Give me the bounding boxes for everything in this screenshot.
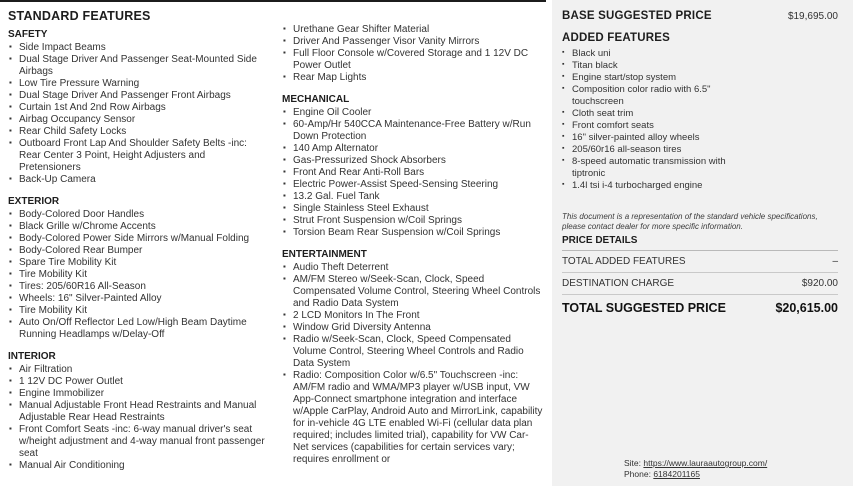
feature-item: ▪ Urethane Gear Shifter Material bbox=[282, 24, 544, 36]
added-feature-item: ▪ 8-speed automatic transmission with tiptronic bbox=[562, 156, 758, 180]
feature-item: ▪ Spare Tire Mobility Kit bbox=[8, 257, 268, 269]
price-row bbox=[562, 273, 838, 295]
added-feature-item: ▪ Cloth seat trim bbox=[562, 108, 758, 120]
feature-item: ▪ Body-Colored Power Side Mirrors w/Manual Folding bbox=[8, 233, 268, 245]
feature-item: ▪ Manual Adjustable Front Head Restraints and Manual Adjustable Rear Head Restraints bbox=[8, 400, 268, 424]
added-feature-item: ▪ 205/60r16 all-season tires bbox=[562, 144, 758, 156]
total-price-label: TOTAL SUGGESTED PRICE bbox=[562, 301, 726, 315]
phone-row bbox=[624, 469, 767, 480]
base-price-label: BASE SUGGESTED PRICE bbox=[562, 10, 712, 22]
base-price-row bbox=[562, 10, 838, 23]
feature-item: ▪ 60-Amp/Hr 540CCA Maintenance-Free Battery w/Run Down Protection bbox=[282, 119, 544, 143]
feature-item: ▪ Torsion Beam Rear Suspension w/Coil Springs bbox=[282, 227, 544, 239]
feature-section bbox=[8, 29, 268, 186]
page-title: STANDARD FEATURES bbox=[8, 9, 151, 23]
feature-item: ▪ 140 Amp Alternator bbox=[282, 143, 544, 155]
feature-item: ▪ Rear Map Lights bbox=[282, 72, 544, 84]
feature-section bbox=[282, 94, 544, 239]
added-features-list bbox=[562, 48, 758, 192]
feature-item: ▪ Front And Rear Anti-Roll Bars bbox=[282, 167, 544, 179]
feature-item: ▪ Outboard Front Lap And Shoulder Safety Belts -inc: Rear Center 3 Point, Height Adjusters and Pretensioners bbox=[8, 138, 268, 174]
feature-item: ▪ 2 LCD Monitors In The Front bbox=[282, 310, 544, 322]
feature-item: ▪ Body-Colored Rear Bumper bbox=[8, 245, 268, 257]
feature-item: ▪ 13.2 Gal. Fuel Tank bbox=[282, 191, 544, 203]
base-price-value: $19,695.00 bbox=[787, 11, 838, 22]
feature-item: ▪ Curtain 1st And 2nd Row Airbags bbox=[8, 102, 268, 114]
feature-item: ▪ 1 12V DC Power Outlet bbox=[8, 376, 268, 388]
feature-item: ▪ Radio: Composition Color w/6.5" Touchscreen -inc: AM/FM radio and WMA/MP3 player w/USB input, VW App-Connect smartphone integration and interface w/Apple CarPlay, Android Auto and MirrorLink, capability for in-vehicle 4G LTE enabled Wi-Fi (cellular data plan required; includes limited trial), capability for VW Car-Net services (capabilities for certain services vary; requires enrollment or bbox=[282, 370, 544, 466]
feature-item: ▪ Audio Theft Deterrent bbox=[282, 262, 544, 274]
feature-item: ▪ Wheels: 16" Silver-Painted Alloy bbox=[8, 293, 268, 305]
section-heading: ENTERTAINMENT bbox=[282, 249, 367, 260]
site-link[interactable]: https://www.lauraautogroup.com/ bbox=[643, 458, 768, 468]
price-row-label: DESTINATION CHARGE bbox=[562, 278, 675, 289]
added-feature-item: ▪ 16" silver-painted alloy wheels bbox=[562, 132, 758, 144]
feature-item: ▪ Back-Up Camera bbox=[8, 174, 268, 186]
added-feature-item: ▪ Engine start/stop system bbox=[562, 72, 758, 84]
feature-list bbox=[282, 262, 544, 466]
disclaimer-text: This document is a representation of the standard vehicle specifications, please contact dealer for more specific information. bbox=[562, 212, 818, 231]
feature-item: ▪ Airbag Occupancy Sensor bbox=[8, 114, 268, 126]
feature-section bbox=[282, 24, 544, 84]
feature-item: ▪ Tire Mobility Kit bbox=[8, 269, 268, 281]
features-column-left bbox=[8, 6, 276, 482]
feature-item: ▪ Strut Front Suspension w/Coil Springs bbox=[282, 215, 544, 227]
feature-item: ▪ Manual Air Conditioning bbox=[8, 460, 268, 472]
feature-list bbox=[8, 209, 268, 341]
price-row-value: $920.00 bbox=[801, 278, 838, 289]
site-row bbox=[624, 458, 767, 469]
feature-list bbox=[282, 107, 544, 239]
feature-item: ▪ Single Stainless Steel Exhaust bbox=[282, 203, 544, 215]
section-heading: INTERIOR bbox=[8, 351, 56, 362]
total-price-value: $20,615.00 bbox=[775, 301, 838, 315]
price-row-value: – bbox=[832, 256, 838, 267]
feature-item: ▪ Driver And Passenger Visor Vanity Mirrors bbox=[282, 36, 544, 48]
phone-label: Phone: bbox=[624, 469, 651, 479]
feature-item: ▪ AM/FM Stereo w/Seek-Scan, Clock, Speed Compensated Volume Control, Steering Wheel Controls and Radio Data System bbox=[282, 274, 544, 310]
feature-item: ▪ Rear Child Safety Locks bbox=[8, 126, 268, 138]
feature-list bbox=[8, 364, 268, 472]
pricing-panel bbox=[552, 0, 853, 486]
feature-item: ▪ Front Comfort Seats -inc: 6-way manual driver's seat w/height adjustment and 4-way manual front passenger seat bbox=[8, 424, 268, 460]
added-features-heading: ADDED FEATURES bbox=[562, 32, 671, 44]
top-divider-line bbox=[0, 0, 546, 2]
feature-item: ▪ Engine Immobilizer bbox=[8, 388, 268, 400]
feature-item: ▪ Auto On/Off Reflector Led Low/High Beam Daytime Running Headlamps w/Delay-Off bbox=[8, 317, 268, 341]
price-row bbox=[562, 251, 838, 273]
added-feature-item: ▪ Titan black bbox=[562, 60, 758, 72]
feature-item: ▪ Low Tire Pressure Warning bbox=[8, 78, 268, 90]
price-details-heading: PRICE DETAILS bbox=[562, 235, 838, 251]
feature-item: ▪ Body-Colored Door Handles bbox=[8, 209, 268, 221]
feature-item: ▪ Side Impact Beams bbox=[8, 42, 268, 54]
added-feature-item: ▪ Front comfort seats bbox=[562, 120, 758, 132]
section-heading: EXTERIOR bbox=[8, 196, 60, 207]
feature-item: ▪ Dual Stage Driver And Passenger Front Airbags bbox=[8, 90, 268, 102]
section-heading: MECHANICAL bbox=[282, 94, 350, 105]
added-feature-item: ▪ Composition color radio with 6.5" touchscreen bbox=[562, 84, 758, 108]
total-price-row bbox=[562, 295, 838, 314]
feature-list bbox=[8, 42, 268, 186]
site-label: Site: bbox=[624, 458, 642, 468]
feature-item: ▪ Air Filtration bbox=[8, 364, 268, 376]
dealer-contact-block bbox=[624, 458, 767, 480]
feature-section bbox=[8, 351, 268, 472]
feature-section bbox=[8, 196, 268, 341]
price-details-rows bbox=[562, 251, 838, 295]
feature-item: ▪ Electric Power-Assist Speed-Sensing Steering bbox=[282, 179, 544, 191]
feature-sections-left bbox=[8, 29, 268, 472]
feature-item: ▪ Tires: 205/60R16 All-Season bbox=[8, 281, 268, 293]
standard-features-area bbox=[8, 6, 550, 482]
feature-item: ▪ Engine Oil Cooler bbox=[282, 107, 544, 119]
feature-list bbox=[282, 24, 544, 84]
phone-link[interactable]: 6184201165 bbox=[653, 469, 700, 479]
feature-sections-middle bbox=[282, 24, 544, 466]
price-row-label: TOTAL ADDED FEATURES bbox=[562, 256, 686, 267]
feature-item: ▪ Tire Mobility Kit bbox=[8, 305, 268, 317]
feature-item: ▪ Black Grille w/Chrome Accents bbox=[8, 221, 268, 233]
feature-item: ▪ Full Floor Console w/Covered Storage and 1 12V DC Power Outlet bbox=[282, 48, 544, 72]
added-feature-item: ▪ Black uni bbox=[562, 48, 758, 60]
feature-section bbox=[282, 249, 544, 466]
section-heading: SAFETY bbox=[8, 29, 48, 40]
feature-item: ▪ Radio w/Seek-Scan, Clock, Speed Compensated Volume Control, Steering Wheel Controls and Radio Data System bbox=[282, 334, 544, 370]
added-feature-item: ▪ 1.4l tsi i-4 turbocharged engine bbox=[562, 180, 758, 192]
features-column-middle bbox=[276, 6, 544, 482]
feature-item: ▪ Dual Stage Driver And Passenger Seat-Mounted Side Airbags bbox=[8, 54, 268, 78]
feature-item: ▪ Gas-Pressurized Shock Absorbers bbox=[282, 155, 544, 167]
feature-item: ▪ Window Grid Diversity Antenna bbox=[282, 322, 544, 334]
